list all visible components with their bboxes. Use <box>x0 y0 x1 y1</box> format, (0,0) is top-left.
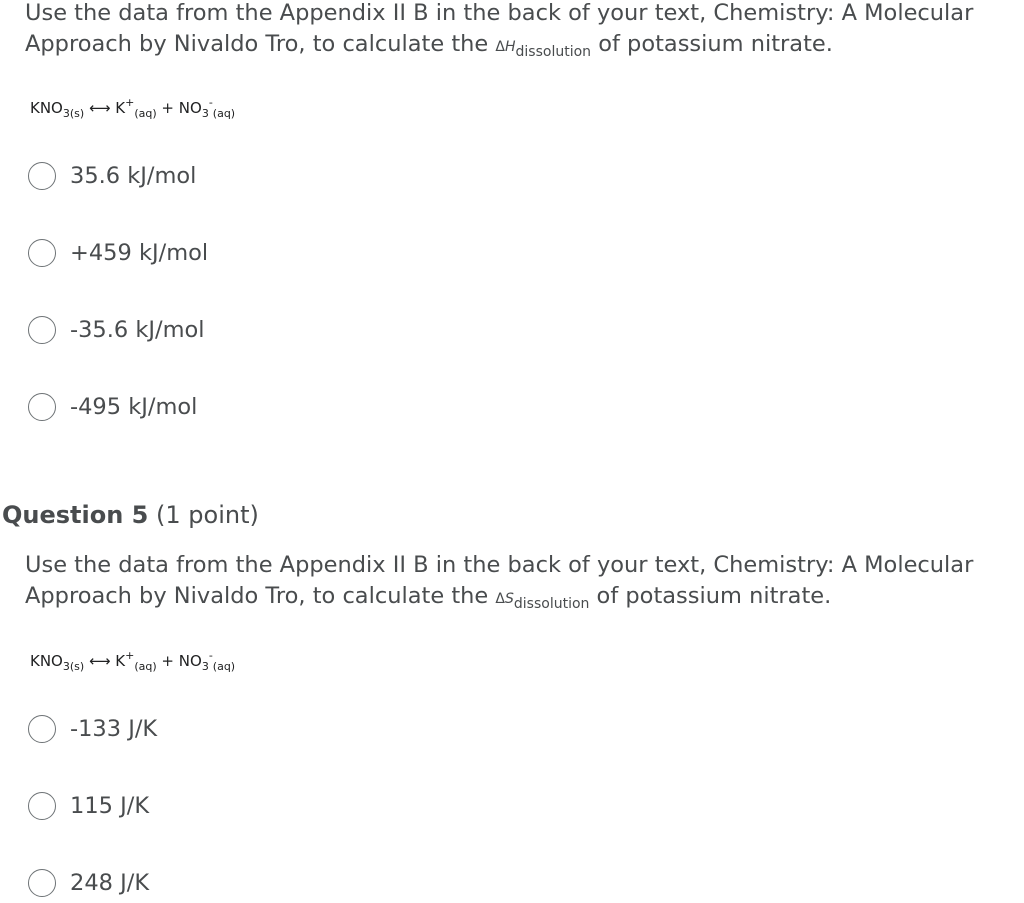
q4-option-1[interactable] <box>28 161 196 191</box>
option-label: -133 J/K <box>70 716 158 742</box>
question-4-prompt-tail: of potassium nitrate. <box>591 31 833 57</box>
reversible-arrow-icon: ⟷ <box>88 99 111 117</box>
radio-button[interactable] <box>28 792 56 820</box>
q5-option-1[interactable] <box>28 714 157 744</box>
option-label: -495 kJ/mol <box>70 394 198 420</box>
question-4-prompt <box>25 0 1020 68</box>
question-4-prompt-text: Use the data from the Appendix II B in the back of your text, Chemistry: A Molecular Approach by Nivaldo Tro, to calculate the <box>25 0 974 57</box>
q4-option-2[interactable] <box>28 238 208 268</box>
question-5-equation: $KNO_{3(s)}$ ⟷ $K^+_{(aq)} + NO_3^-_{(aq)}$ <box>30 649 236 673</box>
radio-button[interactable] <box>28 393 56 421</box>
radio-button[interactable] <box>28 869 56 897</box>
question-5-prompt <box>25 550 1020 620</box>
option-label: -35.6 kJ/mol <box>70 317 205 343</box>
radio-button[interactable] <box>28 239 56 267</box>
option-label: 35.6 kJ/mol <box>70 163 197 189</box>
question-4-equation: $KNO_{3(s)}$ ⟷ $K^+_{(aq)} + NO_3^-_{(aq)}$ <box>30 96 236 120</box>
option-label: +459 kJ/mol <box>70 240 209 266</box>
delta-s-subscript: dissolution <box>513 596 590 612</box>
radio-button[interactable] <box>28 715 56 743</box>
q4-option-3[interactable] <box>28 315 205 345</box>
question-5-prompt-text: Use the data from the Appendix II B in the back of your text, Chemistry: A Molecular Approach by Nivaldo Tro, to calculate the <box>25 552 974 609</box>
delta-h-symbol: ΔH <box>495 39 516 55</box>
q5-option-2[interactable] <box>28 791 149 821</box>
radio-button[interactable] <box>28 162 56 190</box>
question-5-header <box>2 501 259 529</box>
question-points: (1 point) <box>156 501 259 529</box>
delta-h-subscript: dissolution <box>515 44 592 60</box>
question-5-prompt-tail: of potassium nitrate. <box>589 583 832 609</box>
option-label: 115 J/K <box>70 793 150 819</box>
reversible-arrow-icon: ⟷ <box>88 652 111 670</box>
q5-option-3[interactable] <box>28 868 149 898</box>
radio-button[interactable] <box>28 316 56 344</box>
option-label: 248 J/K <box>70 870 150 896</box>
delta-s-symbol: ΔS <box>495 591 514 607</box>
question-title: Question 5 <box>2 501 149 529</box>
q4-option-4[interactable] <box>28 392 197 422</box>
